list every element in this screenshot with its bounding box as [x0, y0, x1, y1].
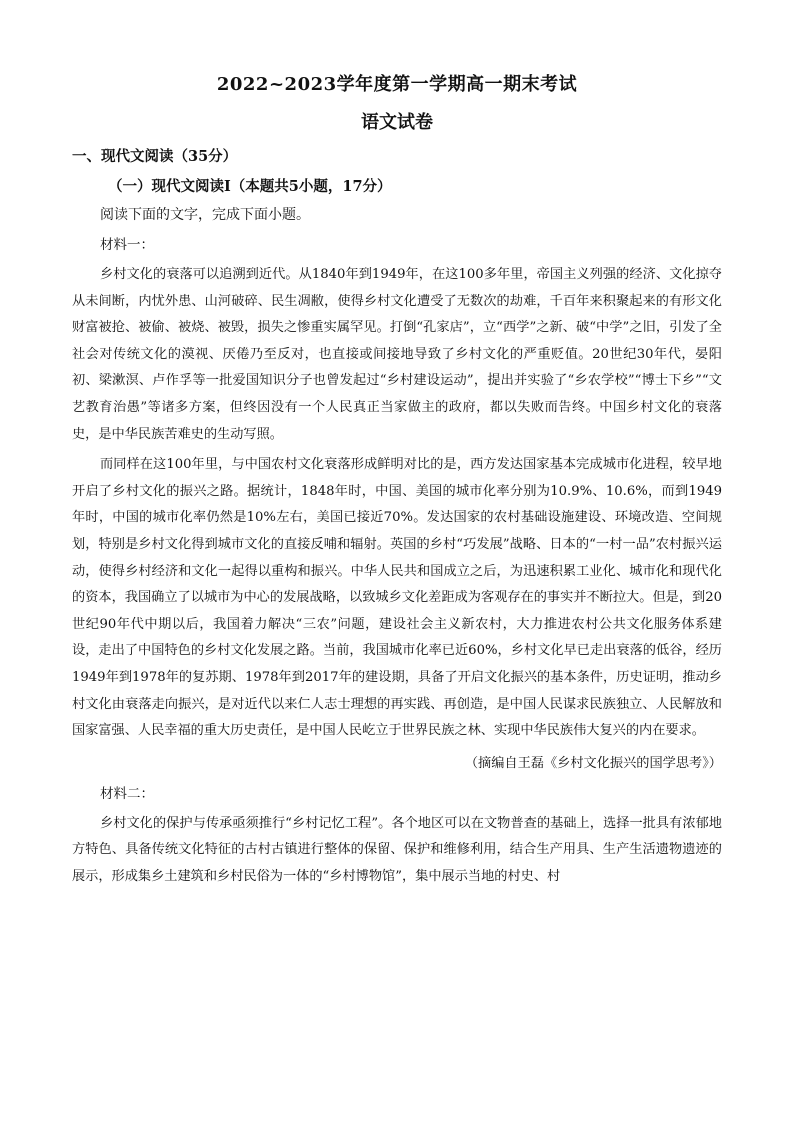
- exam-title: 2022~2023学年度第一学期高一期末考试: [216, 74, 578, 95]
- material-1-source: （摘编自王磊《乡村文化振兴的国学思考》）: [464, 755, 722, 771]
- material-1-label: 材料一：: [100, 237, 154, 253]
- material-1-paragraph: 而同样在这100年里，与中国农村文化衰落形成鲜明对比的是，西方发达国家基本完成城市化进程，较早地开启了乡村文化的振兴之路。据统计，1848年时，中国、美国的城市化率分别为10.9%、10.6%，而到1949年时，中国的城市化率仍然是10%左右，美国已接近70%。发达国家的农村基础设施建设、环境改造、空间规划，特别是乡村文化得到城市文化的直接反哺和辐射。英国的乡村“巧发展”战略、日本的“一村一品”农村振兴运动，使得乡村经济和文化一起得以重构和振兴。中华人民共和国成立之后，为迅速积累工业化、城市化和现代化的资本，我国确立了以城市为中心的发展战略，以致城乡文化差距成为客观存在的事实并不断拉大。但是，到20世纪90年代中期以后，我国着力解决“三农”问题，建设社会主义新农村，大力推进农村公共文化服务体系建设，走出了中国特色的乡村文化发展之路。当前，我国城市化率已近60%，乡村文化早已走出衰落的低谷，经历1949年到1978年的复苏期、1978年到2017年的建设期，具备了开启文化振兴的基本条件，历史证明，推动乡村文化由衰落走向振兴，是对近代以来仁人志士理想的再实践、再创造，是中国人民谋求民族独立、人民解放和国家富强、人民幸福的重大历史责任，是中国人民屹立于世界民族之林、实现中华民族伟大复兴的内在要求。: [72, 457, 722, 739]
- subsection-heading: （一）现代文阅读Ⅰ（本题共5小题，17分）: [108, 178, 392, 195]
- material-2-label: 材料二：: [100, 785, 154, 802]
- material-2-paragraph: 乡村文化的保护与传承亟须推行“乡村记忆工程”。各个地区可以在文物普查的基础上，选择一批具有浓郁地方特色、具备传统文化特征的古村古镇进行整体的保留、保护和维修利用，结合生产用具、生产生活遗物遗迹的展示，形成集乡土建筑和乡村民俗为一体的“乡村博物馆”，集中展示当地的村史、村: [72, 815, 722, 884]
- material-1-paragraph: 乡村文化的衰落可以追溯到近代。从1840年到1949年，在这100多年里，帝国主义列强的经济、文化掠夺从未间断，内忧外患、山河破碎、民生凋敝，使得乡村文化遭受了无数次的劫难，千百年来积聚起来的有形文化财富被抢、被偷、被烧、被毁，损失之惨重实属罕见。打倒“孔家店”，立“西学”之新、破“中学”之旧，引发了全社会对传统文化的漠视、厌倦乃至反对，也直接或间接地导致了乡村文化的严重贬值。20世纪30年代，晏阳初、梁漱溟、卢作孚等一批爱国知识分子也曾发起过“乡村建设运动”，提出并实验了“乡农学校”“博士下乡”“文艺教育治愚”等诸多方案，但终因没有一个人民真正当家做主的政府，都以失败而告终。中国乡村文化的衰落史，是中华民族苦难史的生动写照。: [72, 267, 722, 442]
- section-heading: 一、现代文阅读（35分）: [72, 148, 238, 165]
- exam-subtitle: 语文试卷: [361, 112, 433, 133]
- reading-instruction: 阅读下面的文字，完成下面小题。: [100, 207, 310, 223]
- exam-page: [72, 70, 722, 890]
